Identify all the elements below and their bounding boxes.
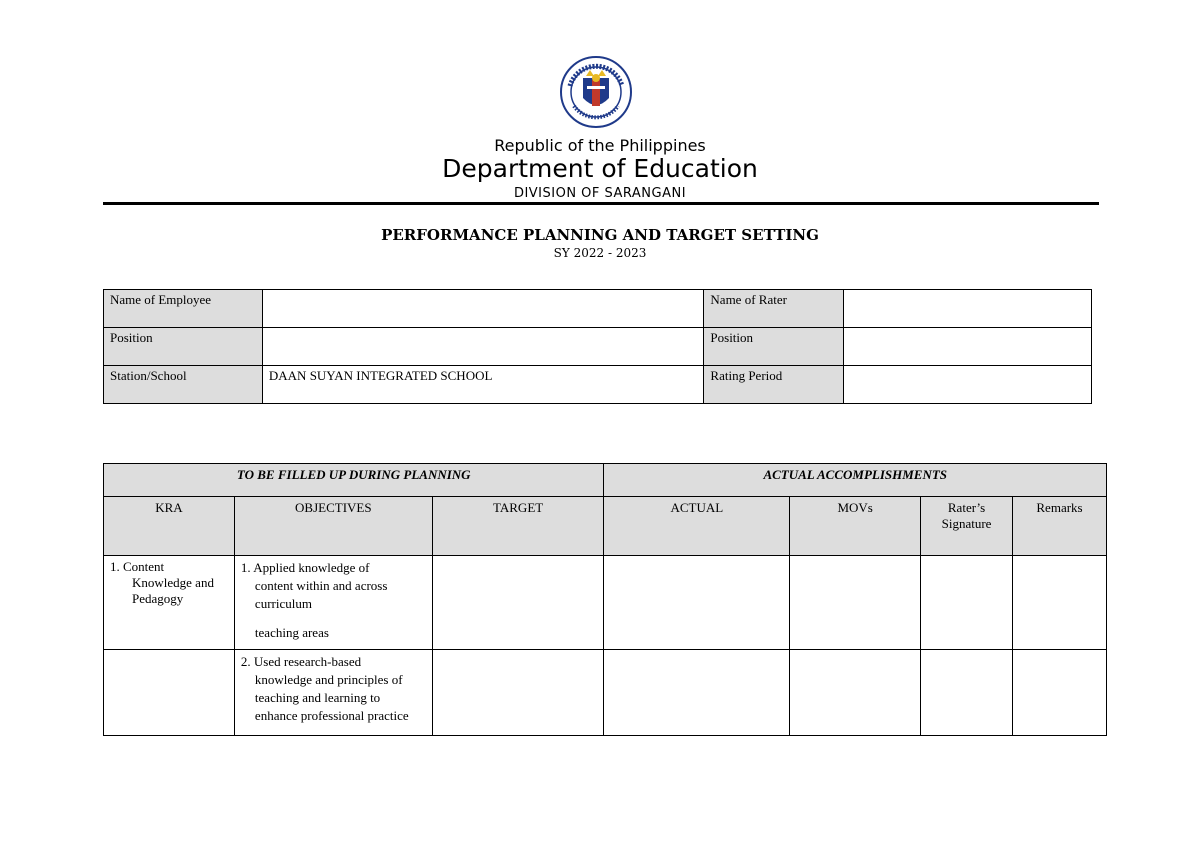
- objective-cell: [234, 650, 432, 736]
- objective-line: teaching areas: [254, 625, 329, 640]
- kra-line: Knowledge and: [132, 575, 214, 590]
- employee-position-label: Position: [104, 328, 263, 366]
- header-divider: [103, 202, 1099, 205]
- section-header-row: [104, 464, 1107, 497]
- signature-header-line-1: Rater’s: [947, 500, 986, 515]
- remarks-cell[interactable]: [1013, 650, 1107, 736]
- signature-column-header: [921, 497, 1013, 556]
- table-row: [104, 650, 1107, 736]
- movs-cell[interactable]: [790, 650, 921, 736]
- kra-cell: [104, 556, 235, 650]
- remarks-column-header: Remarks: [1013, 497, 1107, 556]
- kra-line: Pedagogy: [132, 591, 184, 606]
- info-row: [104, 366, 1092, 404]
- column-header-row: [104, 497, 1107, 556]
- form-title: PERFORMANCE PLANNING AND TARGET SETTING: [381, 226, 819, 244]
- rating-period-field[interactable]: [844, 366, 1092, 404]
- objective-cell: [234, 556, 432, 650]
- deped-seal-icon: [556, 56, 636, 128]
- employee-name-field[interactable]: [262, 290, 704, 328]
- employee-info-table: [103, 289, 1092, 404]
- kra-line: 1. Content: [110, 559, 165, 574]
- employee-position-field[interactable]: [262, 328, 704, 366]
- objective-line: enhance professional practice: [254, 708, 409, 723]
- republic-heading: Republic of the Philippines: [494, 136, 706, 155]
- signature-cell[interactable]: [921, 650, 1013, 736]
- rater-name-field[interactable]: [844, 290, 1092, 328]
- objectives-column-header: OBJECTIVES: [234, 497, 432, 556]
- station-label: Station/School: [104, 366, 263, 404]
- rating-period-label: Rating Period: [704, 366, 844, 404]
- remarks-cell[interactable]: [1013, 556, 1107, 650]
- objective-line: 2. Used research-based: [240, 654, 362, 669]
- rater-position-label: Position: [704, 328, 844, 366]
- employee-name-label: Name of Employee: [104, 290, 263, 328]
- movs-cell[interactable]: [790, 556, 921, 650]
- planning-section-header: TO BE FILLED UP DURING PLANNING: [104, 464, 604, 497]
- movs-column-header: MOVs: [790, 497, 921, 556]
- kra-column-header: KRA: [104, 497, 235, 556]
- actual-column-header: ACTUAL: [604, 497, 790, 556]
- table-row: [104, 556, 1107, 650]
- actual-cell[interactable]: [604, 556, 790, 650]
- kra-cell: [104, 650, 235, 736]
- info-row: [104, 290, 1092, 328]
- actual-cell[interactable]: [604, 650, 790, 736]
- objective-line: curriculum: [254, 596, 312, 611]
- deped-seal: [556, 56, 636, 128]
- target-cell[interactable]: [432, 650, 604, 736]
- department-heading: Department of Education: [442, 154, 758, 183]
- objective-line: content within and across: [254, 578, 388, 593]
- actual-section-header: ACTUAL ACCOMPLISHMENTS: [604, 464, 1107, 497]
- division-heading: DIVISION OF SARANGANI: [513, 186, 687, 201]
- station-field[interactable]: DAAN SUYAN INTEGRATED SCHOOL: [262, 366, 704, 404]
- school-year: SY 2022 - 2023: [553, 246, 647, 260]
- signature-cell[interactable]: [921, 556, 1013, 650]
- target-column-header: TARGET: [432, 497, 604, 556]
- rater-name-label: Name of Rater: [704, 290, 844, 328]
- signature-header-line-2: Signature: [941, 516, 992, 531]
- target-cell[interactable]: [432, 556, 604, 650]
- rater-position-field[interactable]: [844, 328, 1092, 366]
- objective-line: teaching and learning to: [254, 690, 381, 705]
- objective-line: knowledge and principles of: [254, 672, 403, 687]
- objective-line: 1. Applied knowledge of: [240, 560, 370, 575]
- performance-table: [103, 463, 1107, 736]
- info-row: [104, 328, 1092, 366]
